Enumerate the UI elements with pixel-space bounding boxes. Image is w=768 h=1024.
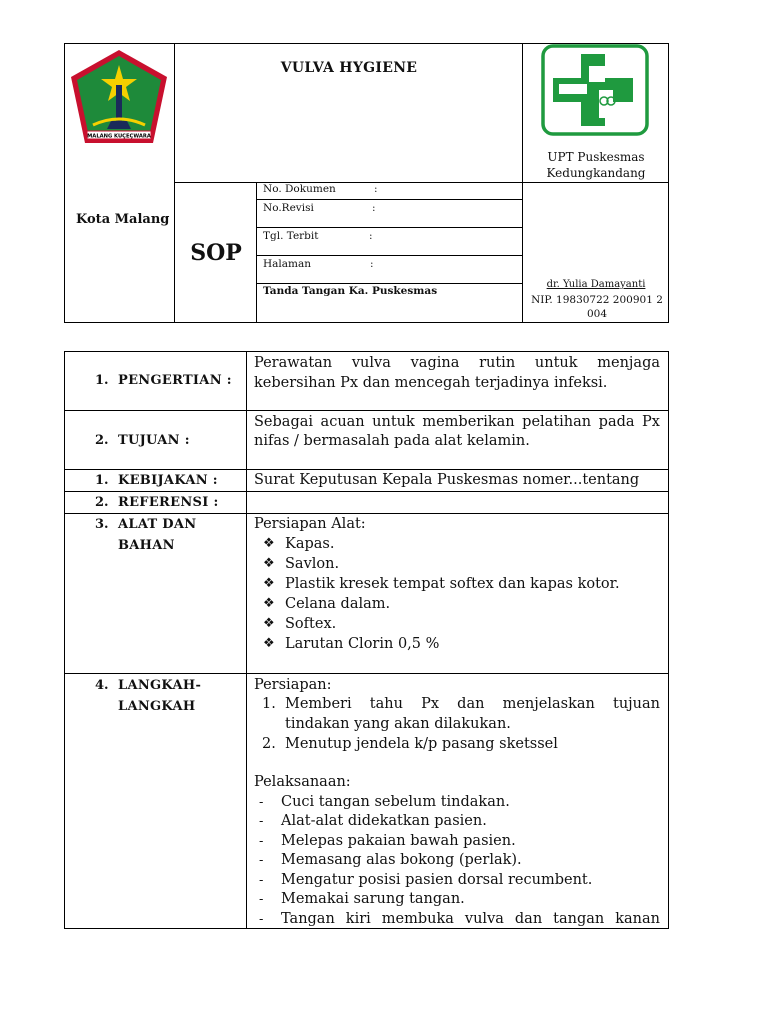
dash-bullet-icon: - (259, 814, 264, 829)
section-label-pengertian: PENGERTIAN : (118, 373, 232, 388)
field-colon: : (370, 258, 374, 270)
head-name: dr. Yulia Damayanti (546, 279, 646, 290)
step-number: 1. (262, 696, 276, 712)
diamond-bullet-icon: ❖ (263, 556, 275, 571)
persiapan-step-2: Menutup jendela k/p pasang sketssel (285, 736, 558, 752)
field-colon: : (372, 202, 376, 214)
alat-item: Softex. (285, 616, 337, 632)
emblem-caption: MALANG KUÇEÇWARA (87, 133, 151, 140)
section-number: 1. (95, 373, 109, 388)
section-number: 3. (95, 517, 109, 532)
pelaksanaan-item: Tangan kiri membuka vulva dan tangan kanan (281, 911, 660, 927)
tujuan-line-2: nifas / bermasalah pada alat kelamin. (254, 433, 530, 449)
kebijakan-text: Surat Keputusan Kepala Puskesmas nomer...tentang (254, 472, 640, 488)
dash-bullet-icon: - (259, 795, 264, 810)
dash-bullet-icon: - (259, 834, 264, 849)
dash-bullet-icon: - (259, 892, 264, 907)
dash-bullet-icon: - (259, 912, 264, 927)
diamond-bullet-icon: ❖ (263, 576, 275, 591)
field-colon: : (369, 230, 373, 242)
diamond-bullet-icon: ❖ (263, 536, 275, 551)
field-colon: : (374, 183, 378, 195)
field-label-halaman: Halaman (263, 258, 312, 270)
org-line-2: Kedungkandang (546, 166, 646, 180)
pelaksanaan-item: Mengatur posisi pasien dorsal recumbent. (281, 872, 593, 888)
step-number: 2. (262, 736, 276, 752)
diamond-bullet-icon: ❖ (263, 636, 275, 651)
field-label-no-revisi: No.Revisi (263, 202, 314, 214)
alat-heading: Persiapan Alat: (254, 516, 366, 532)
alat-item: Savlon. (285, 556, 340, 572)
alat-item: Kapas. (285, 536, 335, 552)
region-name: Kota Malang (76, 212, 170, 227)
dash-bullet-icon: - (259, 873, 264, 888)
section-number: 4. (95, 678, 109, 693)
section-label-kebijakan: KEBIJAKAN : (118, 473, 218, 488)
pelaksanaan-heading: Pelaksanaan: (254, 774, 351, 790)
head-nip: NIP. 19830722 200901 2 004 (531, 294, 663, 320)
diamond-bullet-icon: ❖ (263, 596, 275, 611)
pelaksanaan-item: Melepas pakaian bawah pasien. (281, 833, 516, 849)
document-title: VULVA HYGIENE (280, 60, 418, 76)
org-line-1: UPT Puskesmas (547, 150, 645, 164)
section-number: 1. (95, 473, 109, 488)
diamond-bullet-icon: ❖ (263, 616, 275, 631)
pengertian-line-1: Perawatan vulva vagina rutin untuk menjaga (254, 355, 660, 371)
section-label-alat-1: ALAT DAN (118, 517, 197, 532)
puskesmas-logo (541, 44, 649, 136)
persiapan-step-1-line-1: Memberi tahu Px dan menjelaskan tujuan (285, 696, 660, 712)
dash-bullet-icon: - (259, 853, 264, 868)
section-label-langkah-1: LANGKAH- (118, 678, 202, 693)
field-label-tgl-terbit: Tgl. Terbit (263, 230, 319, 242)
pelaksanaan-item: Alat-alat didekatkan pasien. (281, 813, 487, 829)
tujuan-line-1: Sebagai acuan untuk memberikan pelatihan pada Px (254, 414, 660, 430)
alat-item: Plastik kresek tempat softex dan kapas kotor. (285, 576, 620, 592)
section-number: 2. (95, 433, 109, 448)
persiapan-heading: Persiapan: (254, 677, 332, 693)
org-name (524, 149, 668, 181)
kota-malang-emblem (67, 47, 171, 153)
signature-label: Tanda Tangan Ka. Puskesmas (263, 285, 438, 297)
persiapan-step-1-line-2: tindakan yang akan dilakukan. (285, 716, 511, 732)
alat-item: Larutan Clorin 0,5 % (285, 636, 440, 652)
pengertian-line-2: kebersihan Px dan mencegah terjadinya infeksi. (254, 375, 608, 391)
sop-label: SOP (190, 240, 242, 266)
section-label-tujuan: TUJUAN : (118, 433, 190, 448)
section-label-langkah-2: LANGKAH (118, 699, 196, 714)
pelaksanaan-item: Memasang alas bokong (perlak). (281, 852, 522, 868)
pelaksanaan-item: Memakai sarung tangan. (281, 891, 465, 907)
pelaksanaan-item: Cuci tangan sebelum tindakan. (281, 794, 510, 810)
section-number: 2. (95, 495, 109, 510)
field-label-no-dokumen: No. Dokumen (263, 183, 336, 195)
section-label-referensi: REFERENSI : (118, 495, 219, 510)
alat-item: Celana dalam. (285, 596, 391, 612)
section-label-alat-2: BAHAN (118, 538, 175, 553)
